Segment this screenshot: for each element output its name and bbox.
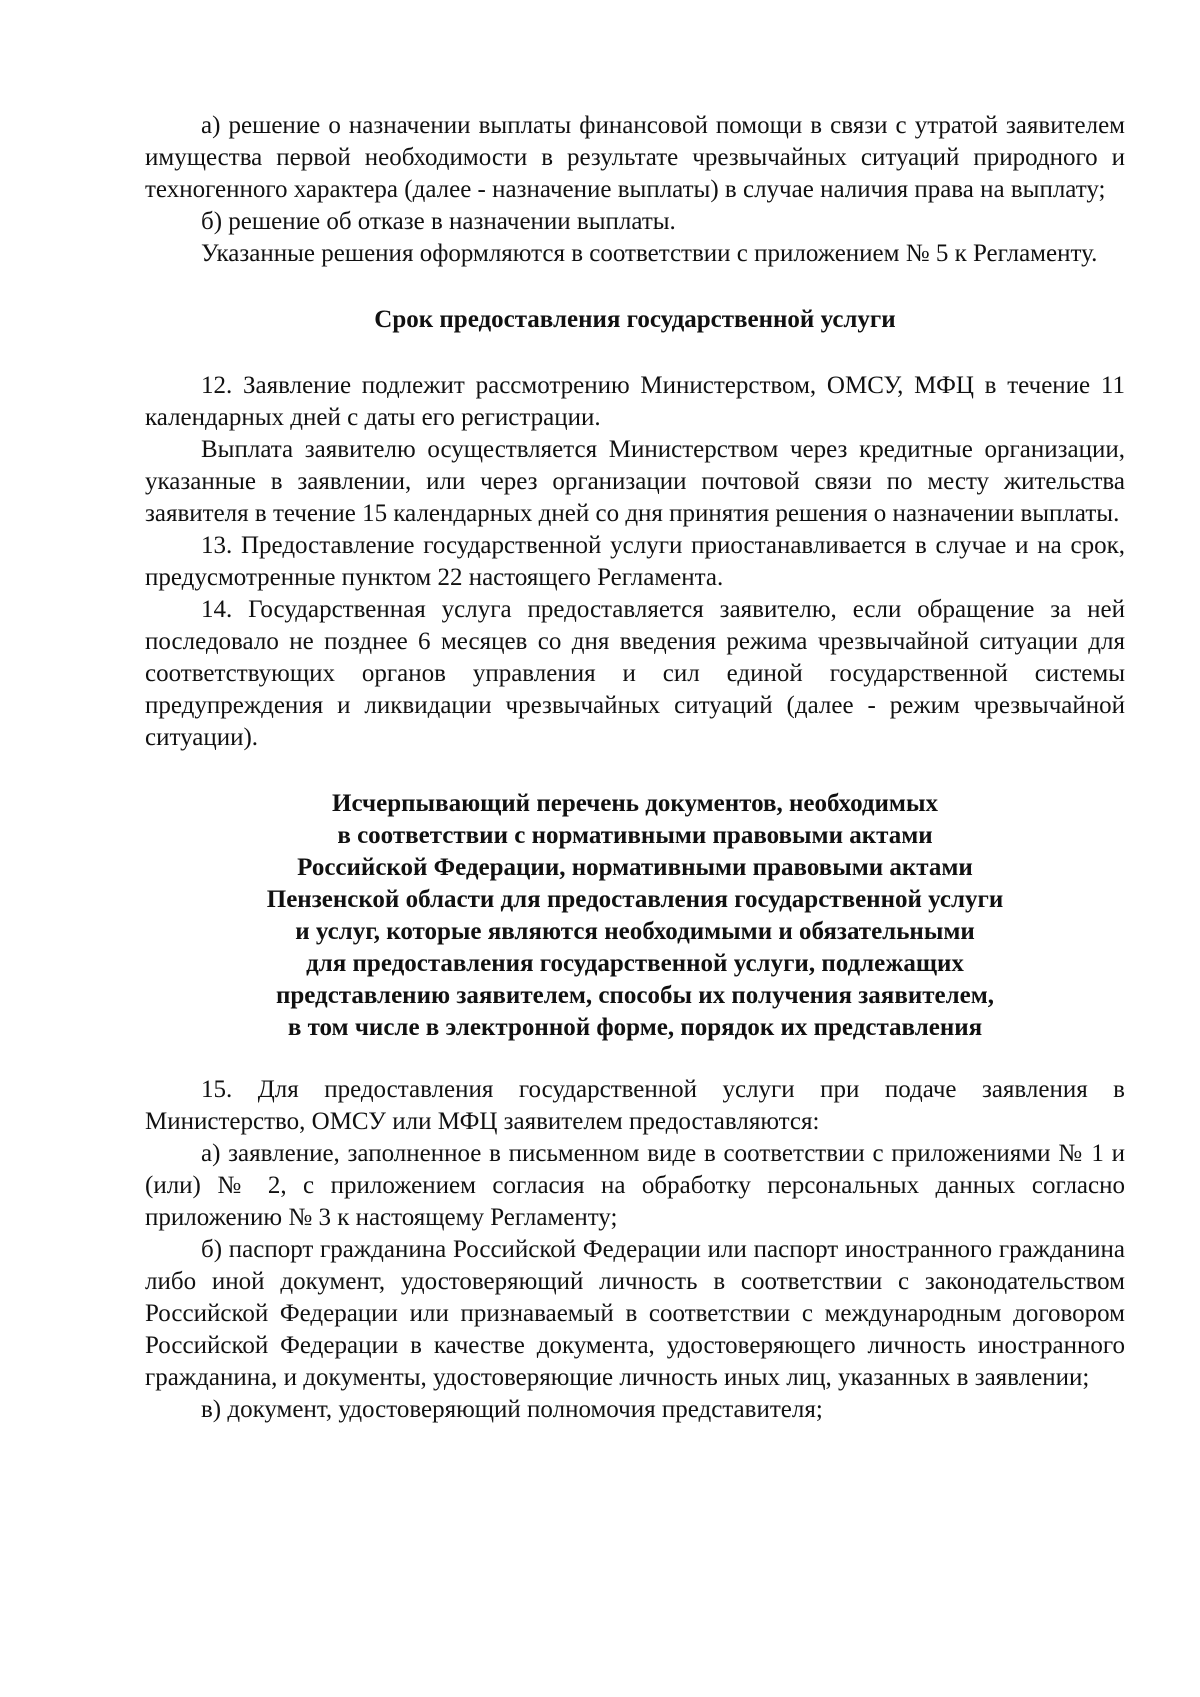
heading-line: Российской Федерации, нормативными правовыми актами	[297, 854, 973, 881]
document-page	[145, 110, 1125, 1426]
paragraph-item-15: 15. Для предоставления государственной услуги при подаче заявления в Министерство, ОМСУ или МФЦ заявителем предоставляются:	[145, 1076, 1125, 1135]
paragraph-doc-b: б) паспорт гражданина Российской Федерации или паспорт иностранного гражданина либо иной документ, удостоверяющий личность в соответствии с законодательством Российской Федерации или признаваемый в соответствии с международным договором Российской Федерации в качестве документа, удостоверяющего личность иностранного гражданина, и документы, удостоверяющие личность иных лиц, указанных в заявлении;	[145, 1236, 1125, 1391]
spacer	[145, 754, 1125, 788]
spacer	[145, 1044, 1125, 1074]
paragraph-decision-b: б) решение об отказе в назначении выплаты.	[201, 208, 676, 235]
paragraph-doc-a: а) заявление, заполненное в письменном виде в соответствии с приложениями № 1 и (или) № 2, с приложением согласия на обработку персональных данных согласно приложению № 3 к настоящему Регламенту;	[145, 1140, 1125, 1231]
paragraph-decisions-form: Указанные решения оформляются в соответствии с приложением № 5 к Регламенту.	[201, 240, 1098, 267]
heading-line: представлению заявителем, способы их получения заявителем,	[275, 982, 995, 1009]
section-heading-term: Срок предоставления государственной услуги	[374, 306, 896, 333]
paragraph-decision-a: а) решение о назначении выплаты финансовой помощи в связи с утратой заявителем имущества первой необходимости в результате чрезвычайных ситуаций природного и техногенного характера (далее - назначение выплаты) в случае наличия права на выплату;	[145, 112, 1125, 203]
heading-line: для предоставления государственной услуги, подлежащих	[306, 950, 964, 977]
paragraph-item-12: 12. Заявление подлежит рассмотрению Министерством, ОМСУ, МФЦ в течение 11 календарных дней с даты его регистрации.	[145, 372, 1125, 431]
heading-line: Пензенской области для предоставления государственной услуги	[266, 886, 1004, 913]
paragraph-item-13: 13. Предоставление государственной услуги приостанавливается в случае и на срок, предусмотренные пунктом 22 настоящего Регламента.	[145, 532, 1125, 591]
spacer	[145, 270, 1125, 304]
section-heading-documents	[145, 788, 1125, 1044]
heading-line: в соответствии с нормативными правовыми актами	[337, 822, 933, 849]
paragraph-payment: Выплата заявителю осуществляется Министерством через кредитные организации, указанные в заявлении, или через организации почтовой связи по месту жительства заявителя в течение 15 календарных дней со дня принятия решения о назначении выплаты.	[145, 436, 1125, 527]
heading-line: Исчерпывающий перечень документов, необходимых	[332, 790, 938, 817]
paragraph-doc-c: в) документ, удостоверяющий полномочия представителя;	[201, 1396, 823, 1423]
heading-line: в том числе в электронной форме, порядок их представления	[287, 1014, 983, 1041]
heading-line: и услуг, которые являются необходимыми и обязательными	[295, 918, 975, 945]
spacer	[145, 336, 1125, 370]
paragraph-item-14: 14. Государственная услуга предоставляется заявителю, если обращение за ней последовало не позднее 6 месяцев со дня введения режима чрезвычайной ситуации для соответствующих органов управления и сил единой государственной системы предупреждения и ликвидации чрезвычайных ситуаций (далее - режим чрезвычайной ситуации).	[145, 596, 1125, 751]
